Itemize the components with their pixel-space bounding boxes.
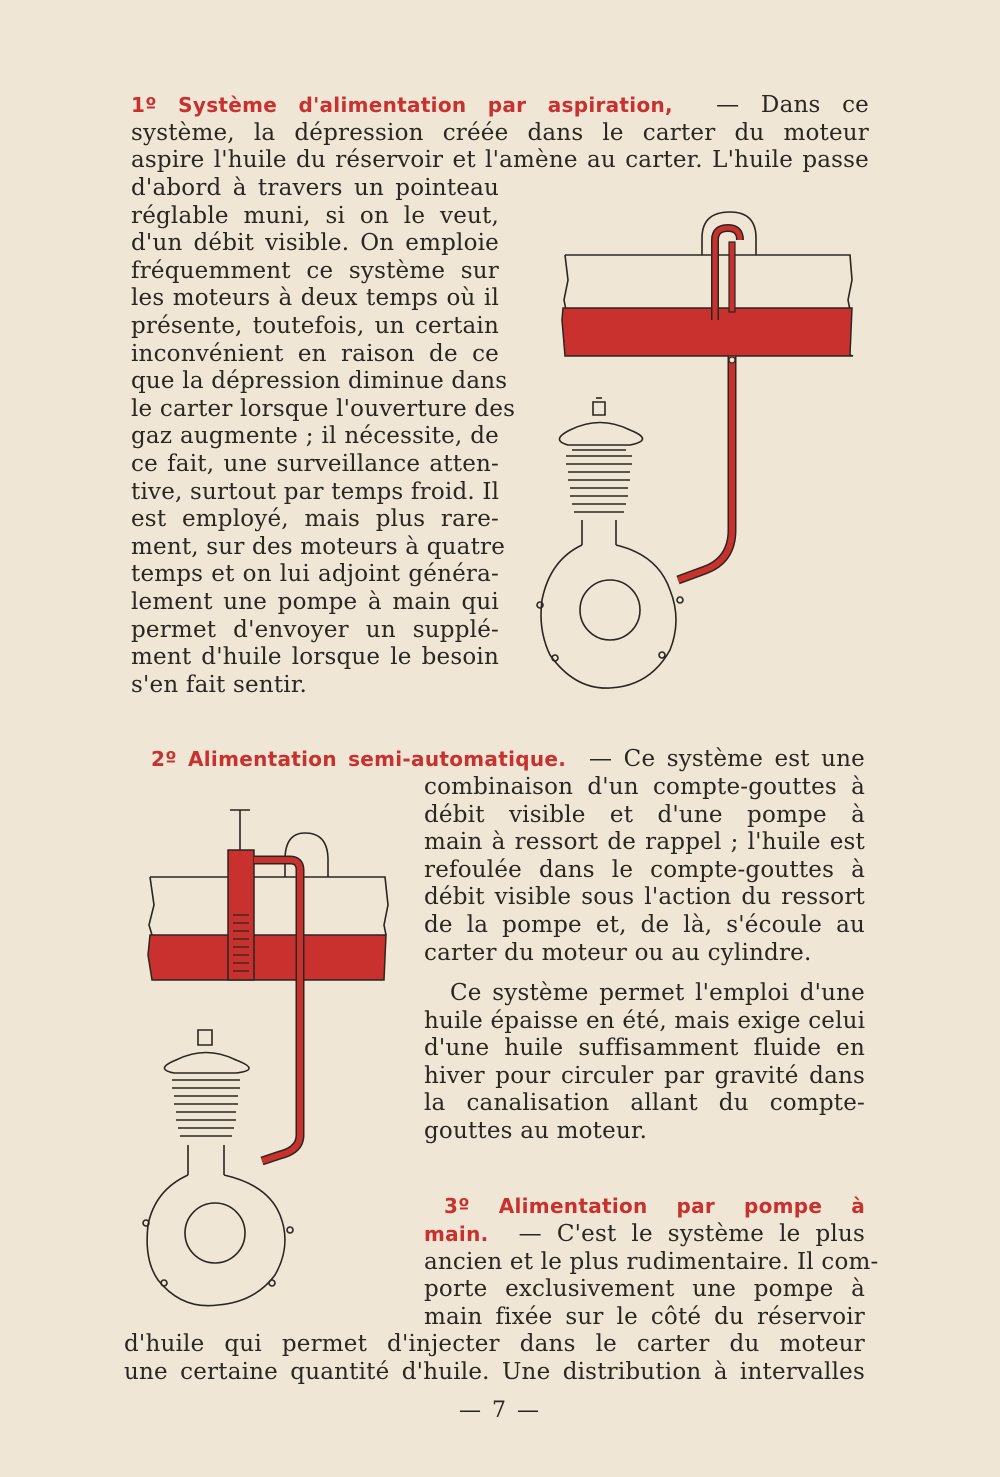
engine-icon: [537, 398, 683, 688]
section-2-paragraph: 2º Alimentation semi-automatique. — Ce système est une: [151, 746, 865, 772]
section-1-paragraph: 1º Système d'alimentation par aspiration, — Dans ce système, la dépression créée dans le carter du moteur aspire l'huile du réservoir et l'amène au carter. L'huile passe: [131, 92, 869, 174]
section-1-heading: 1º Système d'alimentation par aspiration,: [131, 93, 673, 117]
figure-2-semi-automatic-system: [140, 805, 400, 1315]
section-3-heading: 3º Alimentation par pompe à: [444, 1194, 865, 1218]
oil-level-1: [562, 308, 853, 356]
page-number: — 7 —: [459, 1398, 541, 1423]
oil-level-2: [148, 935, 386, 980]
section-2-column: combinaison d'un compte-gouttes à débit visible et d'une pompe à main à ressort de rappel ; l'huile est refoulée dans le compte-gouttes à débit visible sous l'action du ressort de la pompe et, de là, s'écoule au carter du moteur ou au cylindre.: [424, 774, 865, 966]
figure-1-suction-system: [530, 200, 870, 700]
section-2-second-paragraph: Ce système permet l'emploi d'une huile épaisse en été, mais exige celui d'une huile suffisamment fluide en hiver pour circuler par gravité dans la canalisation allant du compte- gouttes au moteur.: [424, 980, 866, 1144]
section-3-continuation: d'huile qui permet d'injecter dans le carter du moteur une certaine quantité d'huile. Une distribution à intervalles: [124, 1331, 865, 1385]
section-1-column: d'abord à travers un pointeau réglable muni, si on le veut, d'un débit visible. On emploie fréquemment ce système sur les moteurs à deux temps où il présente, toutefois, un certain inconvénient en raison de ce que la dépression diminue dans le carter lorsque l'ouverture des gaz augmente ; il nécessite, de ce fait, une surveillance atten- tive, surtout par temps froid. Il est employé, mais plus rare- ment, sur des moteurs à quatre temps et on lui adjoint généra- lement une pompe à main qui permet d'envoyer un supplé- ment d'huile lorsque le besoin s'en fait sentir.: [131, 175, 516, 698]
section-2-heading: 2º Alimentation semi-automatique.: [151, 747, 567, 771]
engine-icon: [143, 1030, 293, 1306]
section-3-heading-block: [444, 1193, 865, 1221]
section-3-column: main. — C'est le système le plus ancien et le plus rudimentaire. Il com- porte exclusivement une pompe à main fixée sur le côté du réservoir: [424, 1221, 879, 1330]
